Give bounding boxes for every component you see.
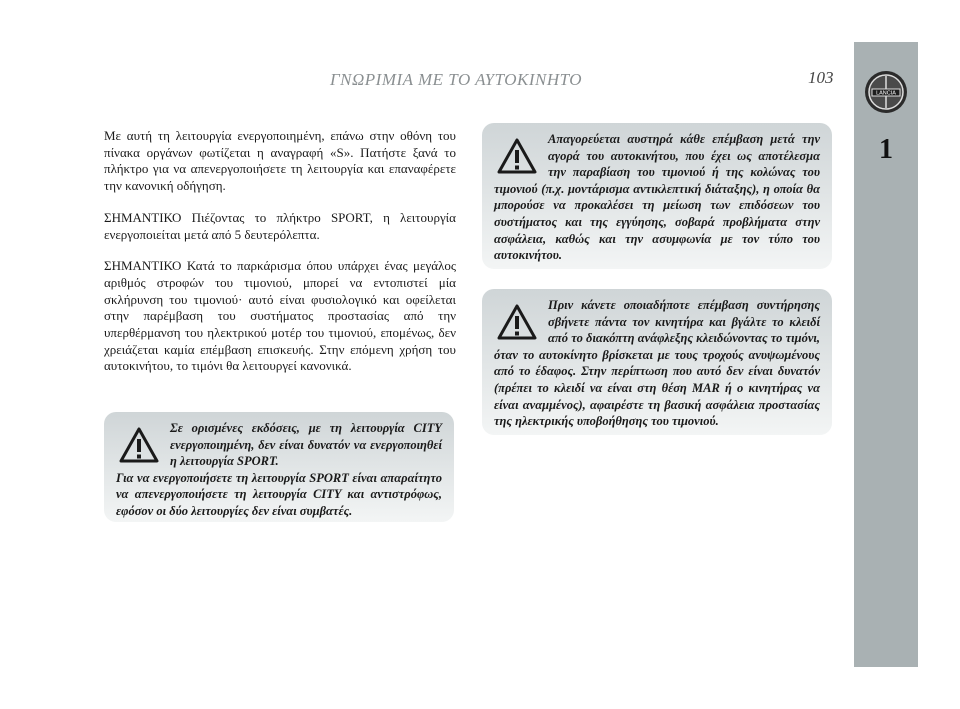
warning-triangle-icon bbox=[496, 137, 538, 175]
warning-triangle-icon bbox=[496, 303, 538, 341]
warning-text: Σε ορισμένες εκδόσεις, με τη λειτουργία CITY ενεργοποιημένη, δεν είναι δυνατόν να ενεργοποιηθεί η λειτουργία SPORT. bbox=[170, 421, 442, 469]
paragraph: ΣΗΜΑΝΤΙΚΟ Κατά το παρκάρισμα όπου υπάρχει ένας μεγάλος αριθμός στροφών του τιμονιού, μπορεί να εντοπιστεί μία σκλήρυνση του τιμονιού· αυτό είναι φυσιολογικό και οφείλεται στην παρέμβαση του συστήματος προστασίας από την υπερθέρμανση του ηλεκτρικού μοτέρ του τιμονιού, επομένως, δεν χρειάζεται καμία επέμβαση επισκευής. Στην επόμενη χρήση του αυτοκινήτου, το τιμόνι θα λειτουργεί κανονικά. bbox=[104, 258, 456, 374]
warning-box-city-sport bbox=[104, 412, 454, 522]
warning-text: Για να ενεργοποιήσετε τη λειτουργία SPORT είναι απαραίτητο να απενεργοποιήσετε τη λειτουργία CITY και αντιστρόφως, εφόσον οι δύο λειτουργίες δεν είναι συμβατές. bbox=[116, 470, 442, 518]
lancia-logo-icon bbox=[864, 70, 908, 114]
svg-text:LANCIA: LANCIA bbox=[876, 90, 896, 97]
warning-text: Απαγορεύεται αυστηρά κάθε επέμβαση μετά την αγορά του αυτοκινήτου, που έχει ως αποτέλεσμα την παραβίαση του τιμονιού ή της κολώνας του τιμονιού (π.χ. μοντάρισμα αντικλεπτική διάταξης), η οποία θα μπορούσε να προκαλέσει τη μείωση των επιδόσεων του συστήματος και της εγγύησης, σοβαρά προβλήματα στην ασφάλεια, καθώς και την ασυμφωνία με τον τύπο του αυτοκινήτου. bbox=[494, 132, 820, 263]
warning-triangle-icon bbox=[118, 426, 160, 464]
warning-text: Πριν κάνετε οποιαδήποτε επέμβαση συντήρησης σβήνετε πάντα τον κινητήρα και βγάλτε το κλειδί από το διακόπτη ανάφλεξης κλειδώνοντας το τιμόνι, όταν το αυτοκίνητο βρίσκεται με τους τροχούς ανυψωμένους από το έδαφος. Στην περίπτωση που αυτό δεν είναι δυνατόν (πρέπει το κλειδί να είναι στη θέση MAR ή ο κινητήρας να είναι αναμμένος), αφαιρέστε τη βασική ασφάλεια προστασίας της ηλεκτρικής υποβοήθησης του τιμονιού. bbox=[494, 298, 820, 429]
paragraph: Με αυτή τη λειτουργία ενεργοποιημένη, επάνω στην οθόνη του πίνακα οργάνων φωτίζεται η αναγραφή «S». Πατήστε ξανά το πλήκτρο για να απενεργοποιήσετε τη λειτουργία και επαναφέρετε την κανονική οδήγηση. bbox=[104, 128, 456, 194]
page-number: 103 bbox=[808, 68, 834, 87]
page-title: ΓΝΩΡΙΜΙΑ ΜΕ ΤΟ ΑΥΤΟΚΙΝΗΤΟ bbox=[330, 70, 583, 89]
warning-box-steering-tampering bbox=[482, 123, 832, 269]
chapter-number: 1 bbox=[879, 134, 893, 165]
warning-box-maintenance bbox=[482, 289, 832, 435]
left-column-text bbox=[104, 128, 456, 390]
paragraph: ΣΗΜΑΝΤΙΚΟ Πιέζοντας το πλήκτρο SPORT, η λειτουργία ενεργοποιείται μετά από 5 δευτερόλεπτα. bbox=[104, 209, 456, 242]
